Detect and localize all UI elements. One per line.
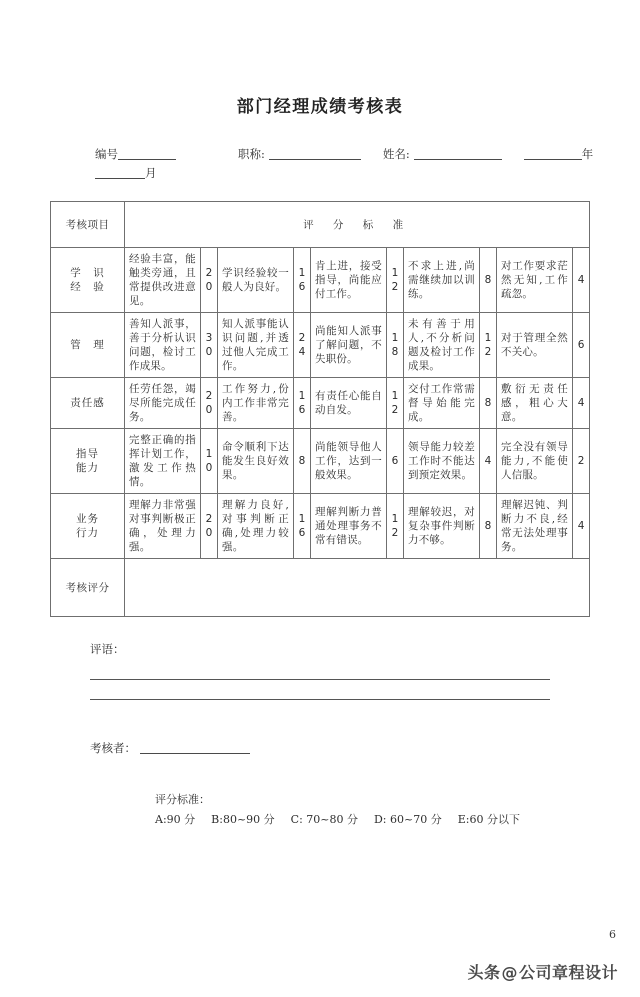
watermark-at-symbol: @: [501, 963, 518, 982]
level-description: 理解力非常强对事判断极正确，处理力强。: [125, 494, 201, 559]
row-item-label-line2: 能力: [76, 462, 99, 474]
level-score: 8: [480, 248, 497, 313]
assessment-table-wrapper: [50, 201, 590, 617]
level-description: 不求上进,尚需继续加以训练。: [404, 248, 480, 313]
level-description: 经验丰富，能触类旁通，且常提供改进意见。: [125, 248, 201, 313]
level-score: 12: [387, 248, 404, 313]
header-fields-line-1: [95, 145, 594, 164]
level-description: 完整正确的指挥计划工作，激发工作热情。: [125, 429, 201, 494]
comment-label: 评语：: [90, 642, 125, 656]
year-label: 年: [581, 147, 594, 161]
name-input-blank[interactable]: [414, 147, 502, 160]
row-item-label-line2: 行力: [76, 527, 99, 539]
level-score: 4: [573, 378, 590, 429]
row-item-label-line1: 指导: [76, 448, 99, 460]
watermark: [467, 960, 618, 983]
month-label: 月: [145, 166, 157, 180]
table-row: [51, 429, 590, 494]
name-field: [383, 145, 502, 164]
level-description: 未有善于用人,不分析问题及检讨工作成果。: [404, 313, 480, 378]
level-score: 6: [387, 429, 404, 494]
row-item-label: [51, 248, 125, 313]
row-item-label-line2: 经 验: [70, 281, 105, 293]
row-item-label-line1: 责任感: [70, 397, 105, 409]
row-item-label: [51, 494, 125, 559]
number-input-blank[interactable]: [118, 147, 176, 160]
level-score: 24: [294, 313, 311, 378]
table-row: [51, 378, 590, 429]
level-description: 命令顺利下达能发生良好效果。: [218, 429, 294, 494]
level-score: 16: [294, 494, 311, 559]
number-label: 编号: [95, 147, 118, 161]
assessor-input-blank[interactable]: [140, 741, 250, 754]
job-title-input-blank[interactable]: [269, 147, 361, 160]
year-input-blank[interactable]: [524, 147, 582, 160]
level-description: 有责任心能自动自发。: [311, 378, 387, 429]
level-score: 30: [201, 313, 218, 378]
level-score: 18: [387, 313, 404, 378]
level-score: 8: [294, 429, 311, 494]
month-input-blank[interactable]: [95, 166, 145, 179]
level-score: 4: [573, 248, 590, 313]
level-description: 完全没有领导能力,不能使人信服。: [497, 429, 573, 494]
comment-section: [0, 641, 640, 700]
level-score: 12: [387, 378, 404, 429]
level-score: 20: [201, 378, 218, 429]
level-score: 16: [294, 378, 311, 429]
level-description: 理解迟钝、判断力不良,经常无法处理事务。: [497, 494, 573, 559]
row-item-label-line1: 业务: [76, 513, 99, 525]
level-description: 善知人派事，善于分析认识问题，检讨工作成果。: [125, 313, 201, 378]
scale-grade-c: C: 70~80 分: [290, 813, 358, 826]
assessor-section: [0, 740, 640, 756]
month-field: [95, 164, 157, 183]
document-page: [0, 92, 640, 997]
page-title: 部门经理成绩考核表: [236, 97, 404, 117]
assessor-label: 考核者：: [90, 741, 136, 755]
level-score: 8: [480, 378, 497, 429]
level-description: 对于管理全然不关心。: [497, 313, 573, 378]
level-score: 12: [387, 494, 404, 559]
level-description: 交付工作常需督导始能完成。: [404, 378, 480, 429]
scale-grade-b: B:80~90 分: [211, 813, 275, 826]
level-score: 8: [480, 494, 497, 559]
watermark-prefix: 头条: [467, 963, 501, 982]
level-description: 理解较迟，对复杂事件判断力不够。: [404, 494, 480, 559]
assessment-table: [50, 201, 590, 617]
level-score: 6: [573, 313, 590, 378]
level-score: 20: [201, 494, 218, 559]
level-score: 16: [294, 248, 311, 313]
row-item-label-line1: 学 识: [70, 267, 105, 279]
level-description: 理解力良好,对事判断正确,处理力较强。: [218, 494, 294, 559]
header-fields-line-2: [95, 164, 580, 183]
header-fields: [0, 145, 640, 183]
year-field: [520, 145, 594, 164]
row-item-label: [51, 378, 125, 429]
comment-line-2[interactable]: [90, 699, 550, 700]
total-score-label: 考核评分: [51, 559, 125, 617]
header-standard-column: 评 分 标 准: [125, 202, 590, 248]
level-description: 任劳任怨，竭尽所能完成任务。: [125, 378, 201, 429]
total-score-row: [51, 559, 590, 617]
table-row: [51, 494, 590, 559]
scale-grade-d: D: 60~70 分: [373, 813, 442, 826]
level-score: 20: [201, 248, 218, 313]
comment-line-1[interactable]: [90, 679, 550, 680]
row-item-label-line1: 管 理: [70, 339, 105, 351]
table-header-row: [51, 202, 590, 248]
watermark-account: 公司章程设计: [518, 963, 618, 982]
level-description: 理解判断力普通处理事务不常有错误。: [311, 494, 387, 559]
scale-title: 评分标准：: [155, 793, 210, 806]
level-description: 尚能知人派事了解问题，不失职份。: [311, 313, 387, 378]
page-number: 6: [609, 928, 616, 941]
scale-grades: [155, 810, 640, 830]
scale-grade-e: E:60 分以下: [457, 813, 520, 826]
scale-legend: [0, 790, 640, 830]
level-description: 工作努力,份内工作非常完善。: [218, 378, 294, 429]
level-description: 领导能力较差工作时不能达到预定效果。: [404, 429, 480, 494]
level-score: 4: [573, 494, 590, 559]
name-label: 姓名:: [382, 147, 410, 161]
row-item-label: [51, 313, 125, 378]
row-item-label: [51, 429, 125, 494]
level-description: 肯上进，接受指导，尚能应付工作。: [311, 248, 387, 313]
scale-grade-a: A:90 分: [155, 813, 196, 826]
number-field: [95, 145, 176, 164]
level-score: 2: [573, 429, 590, 494]
header-item-column: 考核项目: [51, 202, 125, 248]
level-description: 敷衍无责任感，粗心大意。: [497, 378, 573, 429]
level-description: 尚能领导他人工作，达到一般效果。: [311, 429, 387, 494]
level-score: 12: [480, 313, 497, 378]
level-score: 10: [201, 429, 218, 494]
job-title-field: [238, 145, 361, 164]
level-description: 知人派事能认识问题,并透过他人完成工作。: [218, 313, 294, 378]
table-row: [51, 248, 590, 313]
level-description: 学识经验较一般人为良好。: [218, 248, 294, 313]
total-score-value[interactable]: [125, 559, 590, 617]
level-score: 4: [480, 429, 497, 494]
table-row: [51, 313, 590, 378]
level-description: 对工作要求茫然无知,工作疏忽。: [497, 248, 573, 313]
job-title-label: 职称:: [238, 147, 265, 161]
